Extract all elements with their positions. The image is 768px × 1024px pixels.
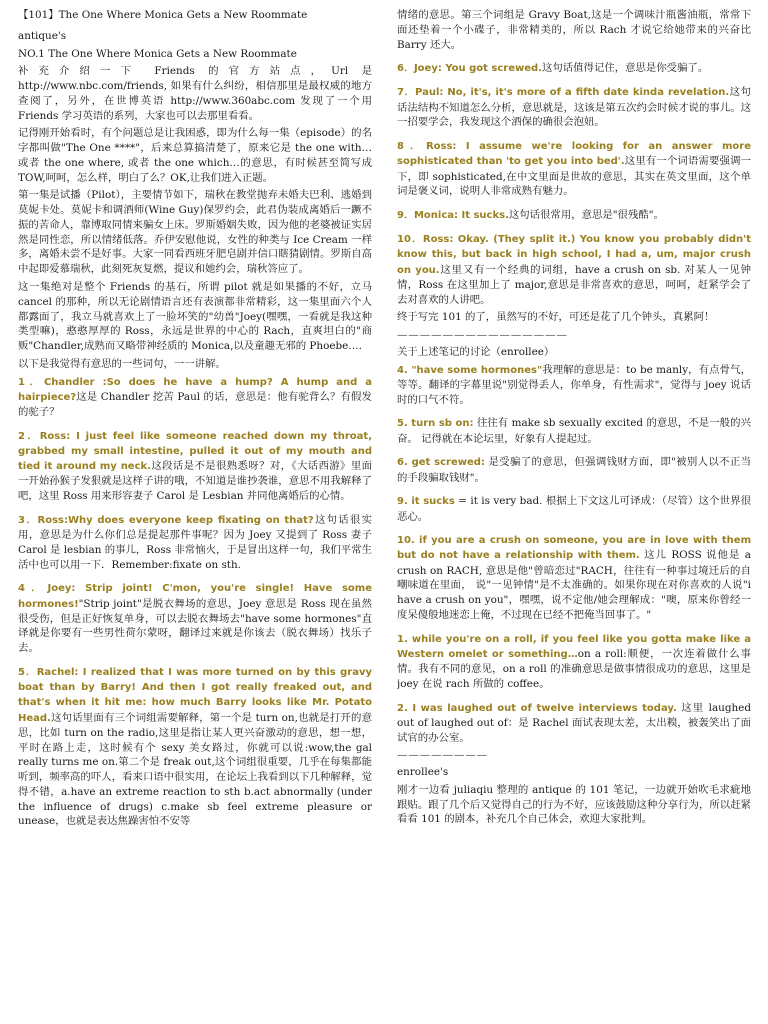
intro-paragraph: 第一集是试播（Pilot），主要情节如下，瑞秋在教堂抛弃未婚夫巴利、逃婚到莫妮卡处。莫妮卡和调酒师(Wine Guy)保罗约会，此君伪装成离婚后一蹶不振的苦命人，靠博取同情来骗女上床。罗斯婚姻失败，因为他的老婆被证实居然是同性恋，所以情绪低落。乔伊安慰他说，女性的种类与 Ice Cream 一样多，离婚未尝不是好事。大家一同看西班牙肥皂剧并信口瞎猜剧情。罗斯自高中起即爱慕瑞秋，此刻死灰复燃，提议和她约会，瑞秋答应了。 <box>18 189 372 276</box>
note-item <box>397 208 751 223</box>
note-quote: 8．Ross: I assume we're looking for an answer more sophisticated than 'to get you into bed'. <box>397 141 751 168</box>
page-title: 【101】The One Where Monica Gets a New Roommate <box>18 9 308 21</box>
discussion-explanation: = it is very bad. 根据上下文这儿可译成：（尽管）这个世界很恶心。 <box>397 495 751 523</box>
intro-author: antique's <box>18 29 67 42</box>
note-explanation: 这段话是不是很熟悉呀？对，《大话西游》里面一开始孙猴子发狠就是这样子讲的哦，不知道是谁抄袭谁，意思不用我解释了吧，这里 Ross 用来形容妻子 Carol 是 Lesbian 并同他离婚后的心情。 <box>18 460 372 503</box>
intro-paragraph: 补充介绍一下 Friends 的官方站点，Url 是 http://www.nbc.com/friends, 如果有什么纠纷，相信那里是最权威的地方查阅了，另外，在世博英语 http://www.360abc.com 发现了一个用 Friends 学习英语的系列，大家也可以去那里看看。 <box>18 65 372 122</box>
discussion-quote: 9. it sucks <box>397 496 455 508</box>
discussion-item <box>397 632 751 692</box>
section-divider: ———————— <box>397 749 489 762</box>
discussion-item <box>397 455 751 485</box>
discussion-quote: 2. I was laughed out of twelve interviews today. <box>397 702 677 714</box>
note-item <box>18 429 372 504</box>
discussion-explanation: 往往有 make sb sexually excited 的意思，不是一般的兴奋。 记得就在本论坛里，好象有人提起过。 <box>397 417 751 445</box>
note-quote: 7．Paul: No, it's, it's more of a fifth date kinda revelation. <box>397 87 730 99</box>
discussion-item <box>397 533 751 622</box>
discussion-item <box>397 363 751 408</box>
note-quote: 3．Ross:Why does everyone keep fixating on that? <box>18 514 314 526</box>
discussion-quote: 6. get screwed: <box>397 457 485 469</box>
note-quote: 1．Chandler :So does he have a hump? A hump and a hairpiece? <box>18 376 372 403</box>
discussion-title: 关于上述笔记的讨论（enrollee） <box>397 345 555 358</box>
note-item <box>397 139 751 199</box>
note-item <box>397 61 751 76</box>
note-explanation: 这里又有一个经典的词组，have a crush on sb. 对某人一见钟情，Ross 在这里加上了 major,意思是非常喜欢的意思，呵呵，赶紧学会了去对喜欢的人讲吧。 <box>397 263 751 306</box>
discussion-item <box>397 416 751 446</box>
note-explanation: 这句话很常用，意思是"很残酷"。 <box>508 209 664 222</box>
note-item <box>397 232 751 307</box>
note-continuation: 情绪的意思。第三个词组是 Gravy Boat,这是一个调味汁瓶酱油瓶，常常下面还垫着一个小碟子，非常精美的，所以 Rach 才说它给她带来的兴奋比 Barry 还大。 <box>397 9 751 51</box>
discussion-quote: 10. if you are a crush on someone, you are in love with them but do not have a relationship with them. <box>397 535 751 562</box>
closing-text: 刚才一边看 juliaqiu 整理的 antique 的 101 笔记，一边就开始吹毛求疵地跟贴。跟了几个后又觉得自己的行为不好，应该鼓励这种分享行为，所以赶紧看看 101 的剧本，补充几个自己体会，欢迎大家批判。 <box>397 783 751 826</box>
discussion-item <box>397 701 751 746</box>
note-explanation: 这是 Chandler 挖苦 Paul 的话，意思是：他有驼背么？有假发的驼子？ <box>18 390 372 418</box>
note-item <box>18 375 372 420</box>
note-item <box>18 513 372 572</box>
discussion-explanation: 这儿 ROSS 说他是 a crush on RACH, 意思是他"曾暗恋过"RACH，往往有一种事过境迁后的自嘲味道在里面， 说"一见钟情"是不太准确的。如果你现在对你喜欢的人说"i have a crush on you"，嘿嘿，说不定他/她会理解成："噢，原来你曾经一度呆傻般地迷恋上俺，不过现在已经不把俺当回事了。" <box>397 549 751 621</box>
note-quote: 6．Joey: You got screwed. <box>397 63 542 75</box>
discussion-quote: 4. "have some hormones" <box>397 364 543 376</box>
note-explanation: 这句话里面有三个词组需要解释，第一个是 turn on,也就是打开的意思，比如 turn on the radio,这里是指让某人更兴奋激动的意思，想一想，平时在路上走，这时候有个 sexy 美女路过，你就可以说:wow,the gal really turns me on.第二个是 freak out,这个词组很重要，几乎在每集都能听到，频率高的吓人，看来口语中很实用，在论坛上我看到以下几种解释，觉得不错，a.have an extreme reaction to sth b.act abnormally (under the influence of drugs) c.make sb feel extreme pleasure or unease，也就是表达焦躁害怕不安等 <box>18 711 372 828</box>
intro-paragraph: 这一集绝对是整个 Friends 的基石，所谓 pilot 就是如果播的不好，立马 cancel 的那种，所以无论剧情语言还有表演都非常精彩，这一集里面六个人都露面了，我立马就喜欢上了一脸坏笑的"幼兽"Joey(嘿嘿，一看就是我这种类型嘛)，憨憨厚厚的 Ross，永远是世界的中心的 Rach，直爽坦白的"商贩"Chandler,成熟而又略带神经质的 Monica,以及童趣无邪的 Phoebe…. <box>18 281 372 353</box>
note-item <box>18 581 372 656</box>
note-quote: 2．Ross: I just feel like someone reached down my throat, grabbed my small intestine, pulled it out of my mouth and tied it around my neck. <box>18 430 372 473</box>
right-column <box>397 8 751 1020</box>
note-quote: 5．Rachel: I realized that I was more turned on by this gravy boat than by Barry! And then I got really freaked out, and that's when it hit me: how much Barry looks like Mr. Potato Head. <box>18 667 372 724</box>
note-explanation: 这句话值得记住，意思是你受骗了。 <box>542 62 709 75</box>
note-explanation: 这句话很实用，意思是为什么你们总是提起那件事呢？因为 Joey 又提到了 Ross 妻子 Carol 是 lesbian 的事儿，Ross 非常恼火，于是冒出这样一句，我们平常生活中也可以用一下．Remember:fixate on sth. <box>18 513 372 571</box>
note-item <box>18 665 372 829</box>
note-explanation: "Strip joint"是脱衣舞场的意思，Joey 意思是 Ross 现在虽然很受伤，但是正好恢复单身，可以去脱衣舞场去"have some hormones"直译就是你要有一些男性荷尔蒙呀，翻译过来就是你该去（脱衣舞场）找乐子去。 <box>18 597 372 655</box>
note-explanation: 这里有一个词语需要强调一下，即 sophisticated,在中文里面是世故的意思，其实在英文里面，这个单词是褒义词，说明人非常成熟有魅力。 <box>397 155 751 198</box>
left-column <box>18 8 372 1020</box>
discussion-explanation: 是受骗了的意思，但强调钱财方面，即"被别人以不正当的手段骗取钱财"。 <box>397 456 751 484</box>
discussion-explanation: on a roll:顺便，一次连着做什么事情。我有不同的意见，on a roll 的准确意思是做事情很成功的意思，这里是 joey 在说 rach 所做的 coffee。 <box>397 647 751 690</box>
discussion-explanation: 我理解的意思是：to be manly，有点骨气，等等。翻译的字幕里说"别觉得丢人，你单身，有性需求"，觉得与 joey 说话时的口气不符。 <box>397 363 751 406</box>
note-quote: 9．Monica: It sucks. <box>397 210 509 222</box>
note-quote: 4．Joey: Strip joint! C'mon, you're single! Have some hormones! <box>18 583 372 610</box>
discussion-quote: 5. turn sb on: <box>397 418 474 430</box>
intro-paragraph: 记得刚开始看时，有个问题总是让我困惑，即为什么每一集（episode）的名字都叫做"The One ****"，后来总算搞清楚了，原来它是 the one with… 或者 the one where, 或者 the one which…的意思，有时候甚至简写成 TOW,呵呵，怎么样，明白了么？OK,让我们进入正题。 <box>18 127 372 184</box>
note-explanation: 这句话法结构不知道怎么分析，意思就是，这该是第五次约会时候才说的事儿。这一招要学会，我发现这个酒保的确很会泡妞。 <box>397 86 751 129</box>
intro-episode-title: NO.1 The One Where Monica Gets a New Roommate <box>18 47 297 60</box>
note-quote: 10．Ross: Okay. (They split it.) You know you probably didn't know this, but back in high school, I had a, um, major crush on you. <box>397 234 751 276</box>
section-divider: ——————————————— <box>397 329 568 342</box>
discussion-explanation: 这里 laughed out of laughed out of：是 Rachel 面试表现太差，太出糗，被轰笑出了面试官的办公室。 <box>397 701 751 744</box>
closing-author: enrollee's <box>397 766 449 779</box>
intro-paragraph: 以下是我觉得有意思的一些词句，一一讲解。 <box>18 357 226 370</box>
ending-text: 终于写完 101 的了，虽然写的不好，可还是花了几个钟头，真累阿！ <box>397 311 715 324</box>
note-item <box>397 85 751 130</box>
discussion-quote: 1. while you're on a roll, if you feel like you gotta make like a Western omelet or something… <box>397 633 751 660</box>
discussion-item <box>397 494 751 524</box>
